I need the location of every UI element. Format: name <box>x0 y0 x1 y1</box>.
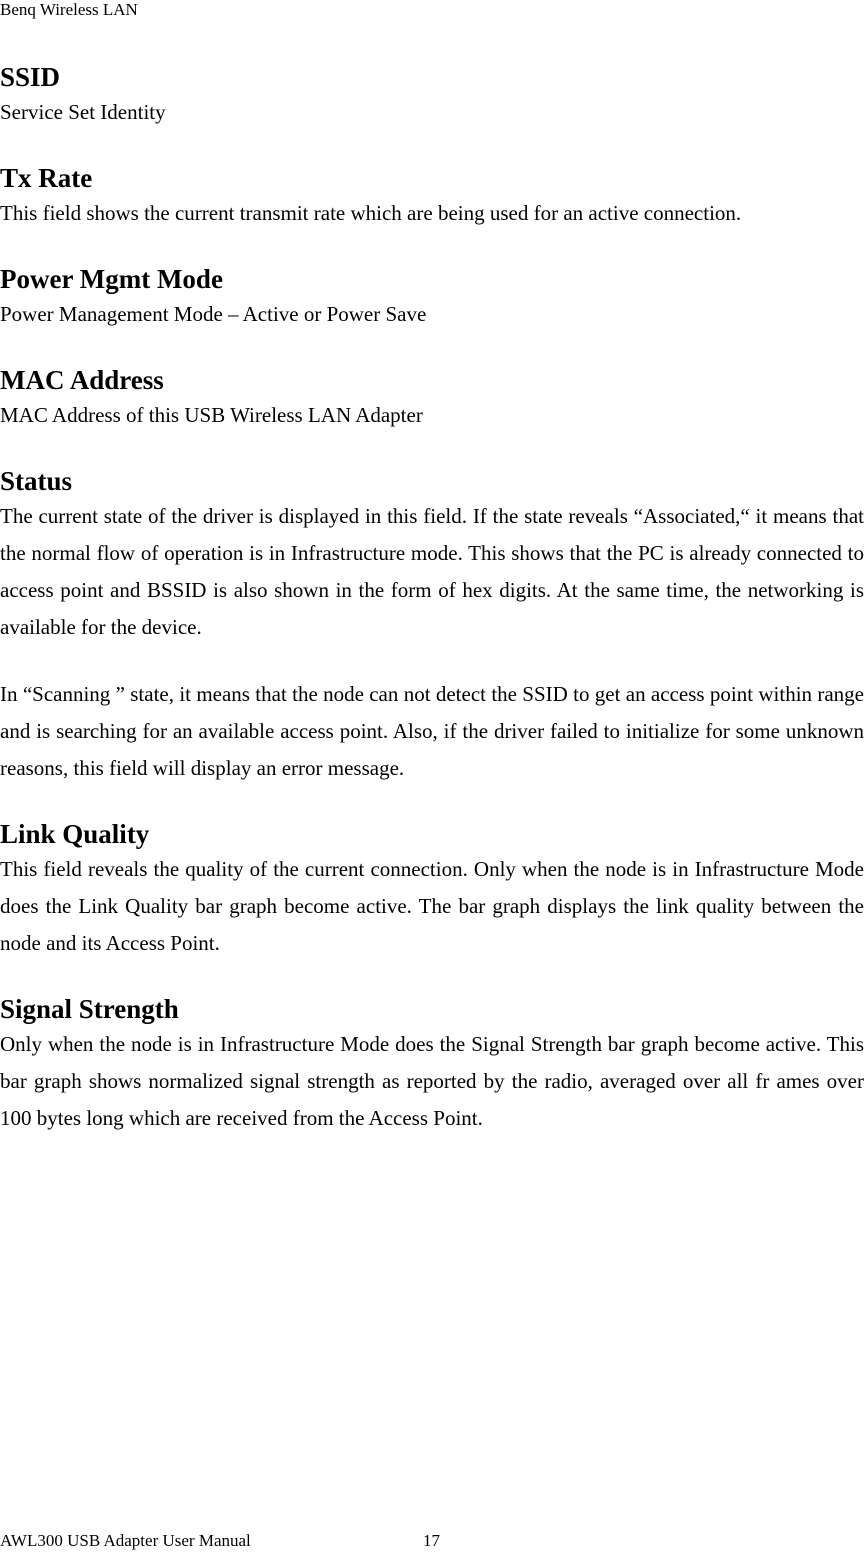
section-signal-strength <box>0 992 864 1137</box>
section-paragraph: The current state of the driver is displayed in this field. If the state reveals “Associated,“ it means that the normal flow of operation is in Infrastructure mode. This shows that the PC is already connected to access point and BSSID is also shown in the form of hex digits. At the same time, the networking is available for the device. <box>0 504 864 639</box>
section-paragraph: This field shows the current transmit rate which are being used for an active connection. <box>0 201 742 225</box>
section-mac-address <box>0 363 864 434</box>
footer-manual-title: AWL300 USB Adapter User Manual <box>0 1531 251 1550</box>
running-header: Benq Wireless LAN <box>0 0 138 19</box>
document-body <box>0 60 864 1167</box>
section-heading: Power Mgmt Mode <box>0 264 223 294</box>
section-paragraph: MAC Address of this USB Wireless LAN Adapter <box>0 403 423 427</box>
section-power-mgmt-mode <box>0 262 864 333</box>
section-paragraph: This field reveals the quality of the current connection. Only when the node is in Infrastructure Mode does the Link Quality bar graph become active. The bar graph displays the link quality between the node and its Access Point. <box>0 857 864 955</box>
section-heading: SSID <box>0 62 61 92</box>
section-paragraph: Service Set Identity <box>0 100 166 124</box>
section-heading: MAC Address <box>0 365 164 395</box>
section-paragraph: In “Scanning ” state, it means that the node can not detect the SSID to get an access point within range and is searching for an available access point. Also, if the driver failed to initialize for some unknown reasons, this field will display an error message. <box>0 682 864 780</box>
section-status <box>0 464 864 787</box>
section-ssid <box>0 60 864 131</box>
section-heading: Tx Rate <box>0 163 93 193</box>
section-heading: Status <box>0 466 73 496</box>
section-link-quality <box>0 817 864 962</box>
section-heading: Signal Strength <box>0 994 179 1024</box>
section-heading: Link Quality <box>0 819 150 849</box>
footer-page-number: 17 <box>423 1531 440 1550</box>
section-tx-rate <box>0 161 864 232</box>
section-paragraph: Power Management Mode – Active or Power Save <box>0 302 427 326</box>
section-paragraph: Only when the node is in Infrastructure Mode does the Signal Strength bar graph become active. This bar graph shows normalized signal strength as reported by the radio, averaged over all fr ames over 100 bytes long which are received from the Access Point. <box>0 1032 864 1130</box>
